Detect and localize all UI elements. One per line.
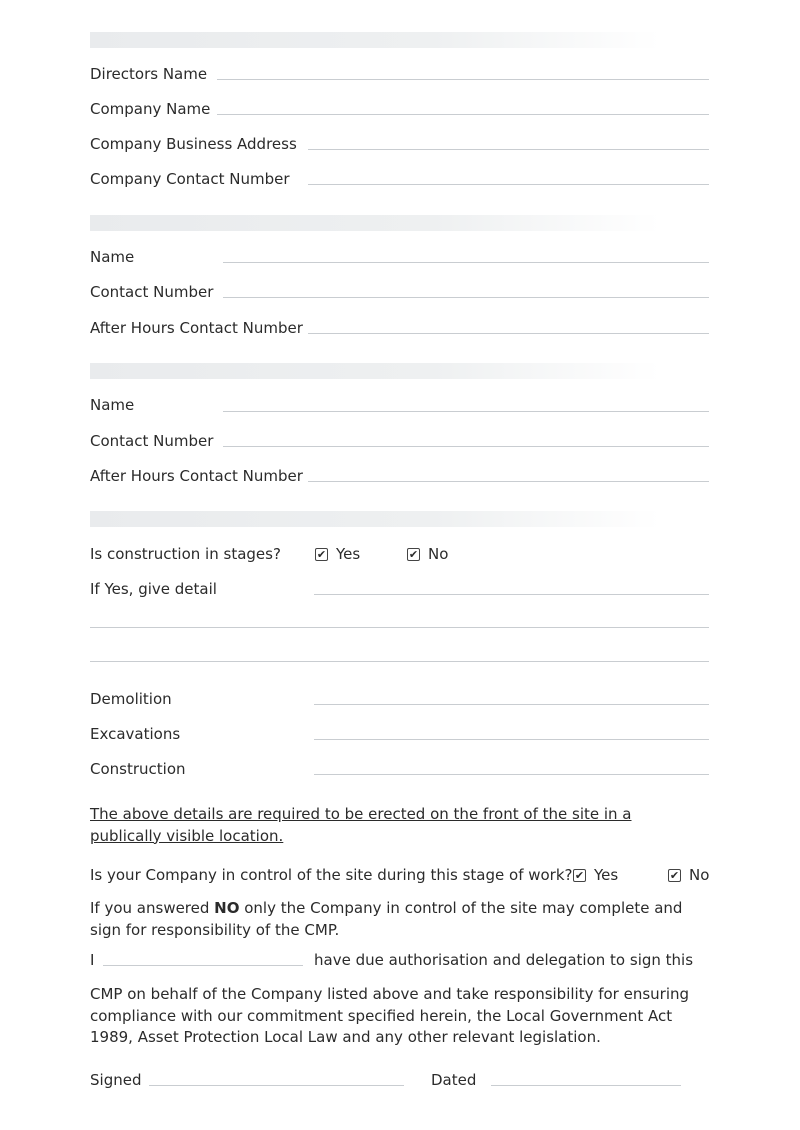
stages-detail-field-line2[interactable] <box>90 627 709 628</box>
signed-label: Signed <box>90 1071 142 1089</box>
construction-label: Construction <box>90 760 186 778</box>
contact2-name-field[interactable] <box>223 411 709 412</box>
demolition-label: Demolition <box>90 690 172 708</box>
signature-field[interactable] <box>149 1085 404 1086</box>
authorised-person-field[interactable] <box>103 965 303 966</box>
answer-note <box>90 898 715 941</box>
excavations-label: Excavations <box>90 725 181 743</box>
company-business-address-label: Company Business Address <box>90 135 297 153</box>
check-icon: ✔ <box>408 547 419 561</box>
answer-note-before: If you answered <box>90 899 215 917</box>
construction-field[interactable] <box>314 774 709 775</box>
section-header-bar <box>90 511 660 527</box>
stages-no-checkbox[interactable] <box>407 548 420 561</box>
excavations-field[interactable] <box>314 739 709 740</box>
control-yes-label: Yes <box>594 866 619 884</box>
contact2-after-hours-label: After Hours Contact Number <box>90 467 303 485</box>
contact1-name-label: Name <box>90 248 135 266</box>
directors-name-field[interactable] <box>217 79 709 80</box>
site-notice-text: The above details are required to be erected on the front of the site in a publically visible location. <box>90 805 632 845</box>
directors-name-label: Directors Name <box>90 65 208 83</box>
company-name-field[interactable] <box>217 114 709 115</box>
answer-note-after: only the Company in control of the site may complete and sign for responsibility of the CMP. <box>90 899 683 939</box>
stages-no-label: No <box>428 545 449 563</box>
control-no-label: No <box>689 866 710 884</box>
demolition-field[interactable] <box>314 704 709 705</box>
contact2-after-hours-field[interactable] <box>308 481 709 482</box>
control-no-option[interactable] <box>668 866 709 884</box>
control-yes-checkbox[interactable] <box>573 869 586 882</box>
contact1-number-label: Contact Number <box>90 283 214 301</box>
check-icon: ✔ <box>316 547 327 561</box>
contact2-number-label: Contact Number <box>90 432 214 450</box>
section-header-bar <box>90 32 660 48</box>
authorisation-text: have due authorisation and delegation to sign this <box>314 951 694 969</box>
answer-note-bold: NO <box>214 899 240 917</box>
check-icon: ✔ <box>574 868 585 882</box>
contact2-number-field[interactable] <box>223 446 709 447</box>
stages-yes-label: Yes <box>336 545 361 563</box>
company-contact-number-label: Company Contact Number <box>90 170 290 188</box>
authorisation-body: CMP on behalf of the Company listed above and take responsibility for ensuring compliance with our commitment specified herein, the Local Government Act 1989, Asset Protection Local Law and any other relevant legislation. <box>90 985 690 1046</box>
contact1-name-field[interactable] <box>223 262 709 263</box>
stages-yes-checkbox[interactable] <box>315 548 328 561</box>
control-yes-option[interactable] <box>573 866 618 884</box>
stages-detail-field-line3[interactable] <box>90 661 709 662</box>
contact1-number-field[interactable] <box>223 297 709 298</box>
stages-no-option[interactable] <box>407 545 448 563</box>
stages-detail-field[interactable] <box>314 594 709 595</box>
company-name-label: Company Name <box>90 100 211 118</box>
stages-question: Is construction in stages? <box>90 545 281 563</box>
contact1-after-hours-field[interactable] <box>308 333 709 334</box>
control-no-checkbox[interactable] <box>668 869 681 882</box>
contact2-name-label: Name <box>90 396 135 414</box>
company-contact-number-field[interactable] <box>308 184 709 185</box>
control-question: Is your Company in control of the site during this stage of work? <box>90 866 573 884</box>
section-header-bar <box>90 363 660 379</box>
section-header-bar <box>90 215 660 231</box>
company-business-address-field[interactable] <box>308 149 709 150</box>
contact1-after-hours-label: After Hours Contact Number <box>90 319 303 337</box>
date-field[interactable] <box>491 1085 681 1086</box>
dated-label: Dated <box>431 1071 477 1089</box>
stages-detail-label: If Yes, give detail <box>90 580 217 598</box>
stages-yes-option[interactable] <box>315 545 360 563</box>
check-icon: ✔ <box>669 868 680 882</box>
authorisation-i-label: I <box>90 951 95 969</box>
